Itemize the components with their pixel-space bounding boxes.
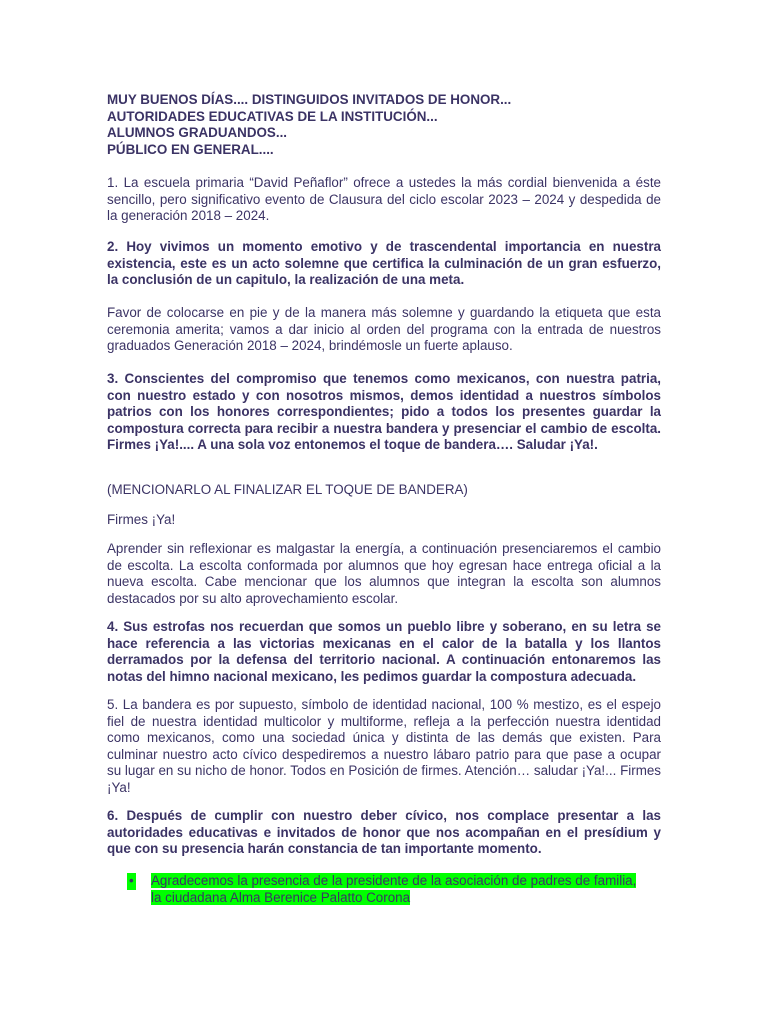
heading-line: AUTORIDADES EDUCATIVAS DE LA INSTITUCIÓN... <box>107 108 438 124</box>
paragraph-anthem: 4. Sus estrofas nos recuerdan que somos un pueblo libre y soberano, en su letra se hace referencia a las victorias mexicanas en el calor de la batalla y los llantos derramados por la defensa del territorio nacional. A continuación entonaremos las notas del himno nacional mexicano, les pedimos guardar la compostura adecuada. <box>107 619 661 684</box>
list-item-line: la ciudadana Alma Berenice Palatto Corona <box>151 889 411 905</box>
paragraph-firmes: Firmes ¡Ya! <box>107 512 176 527</box>
paragraph-flag-identity: 5. La bandera es por supuesto, símbolo de identidad nacional, 100 % mestizo, es el espejo fiel de nuestra identidad multicolor y multiforme, refleja a la perfección nuestra identidad como mexicanos, como una sociedad única y distinta de las demás que existen. Para culminar nuestro acto cívico despediremos a nuestro lábaro patrio para que pase a ocupar su lugar en su nicho de honor. Todos en Posición de firmes. Atención… saludar ¡Ya!... Firmes ¡Ya! <box>107 697 661 795</box>
paragraph-note: (MENCIONARLO AL FINALIZAR EL TOQUE DE BANDERA) <box>107 482 468 497</box>
paragraph-authorities: 6. Después de cumplir con nuestro deber cívico, nos complace presentar a las autoridades educativas e invitados de honor que nos acompañan en el presídium y que con su presencia harán constancia de tan importante momento. <box>107 808 661 856</box>
heading-line: PÚBLICO EN GENERAL.... <box>107 141 274 157</box>
paragraph-entrance: Favor de colocarse en pie y de la manera más solemne y guardando la etiqueta que esta ceremonia amerita; vamos a dar inicio al orden del programa con la entrada de nuestros graduados Generación 2018 – 2024, brindémosle un fuerte aplauso. <box>107 305 661 353</box>
list-item <box>127 873 667 906</box>
list-item-line: Agradecemos la presencia de la presidente de la asociación de padres de familia, <box>151 873 637 888</box>
greeting-heading <box>107 92 667 158</box>
heading-line: ALUMNOS GRADUANDOS... <box>107 125 288 140</box>
paragraph-escort-change: Aprender sin reflexionar es malgastar la energía, a continuación presenciaremos el cambio de escolta. La escolta conformada por alumnos que hoy egresan hace entrega oficial a la nueva escolta. Cabe mencionar que los alumnos que integran la escolta son alumnos destacados por su alto aprovechamiento escolar. <box>107 541 661 606</box>
paragraph-emotive-moment: 2. Hoy vivimos un momento emotivo y de trascendental importancia en nuestra existencia, este es un acto solemne que certifica la culminación de un gran esfuerzo, la conclusión de un capitulo, la realización de una meta. <box>107 239 661 287</box>
bullet-icon: • <box>129 873 134 888</box>
paragraph-flag-honors: 3. Conscientes del compromiso que tenemos como mexicanos, con nuestra patria, con nuestro estado y con nosotros mismos, demos identidad a nuestros símbolos patrios con los honores correspondientes; pido a todos los presentes guardar la compostura correcta para recibir a nuestra bandera y presenciar el cambio de escolta. Firmes ¡Ya!.... A una sola voz entonemos el toque de bandera…. Saludar ¡Ya!. <box>107 371 661 452</box>
paragraph-welcome: 1. La escuela primaria “David Peñaflor” ofrece a ustedes la más cordial bienvenida a éste sencillo, pero significativo evento de Clausura del ciclo escolar 2023 – 2024 y despedida de la generación 2018 – 2024. <box>107 175 661 223</box>
heading-line: MUY BUENOS DÍAS.... DISTINGUIDOS INVITADOS DE HONOR... <box>107 92 512 107</box>
